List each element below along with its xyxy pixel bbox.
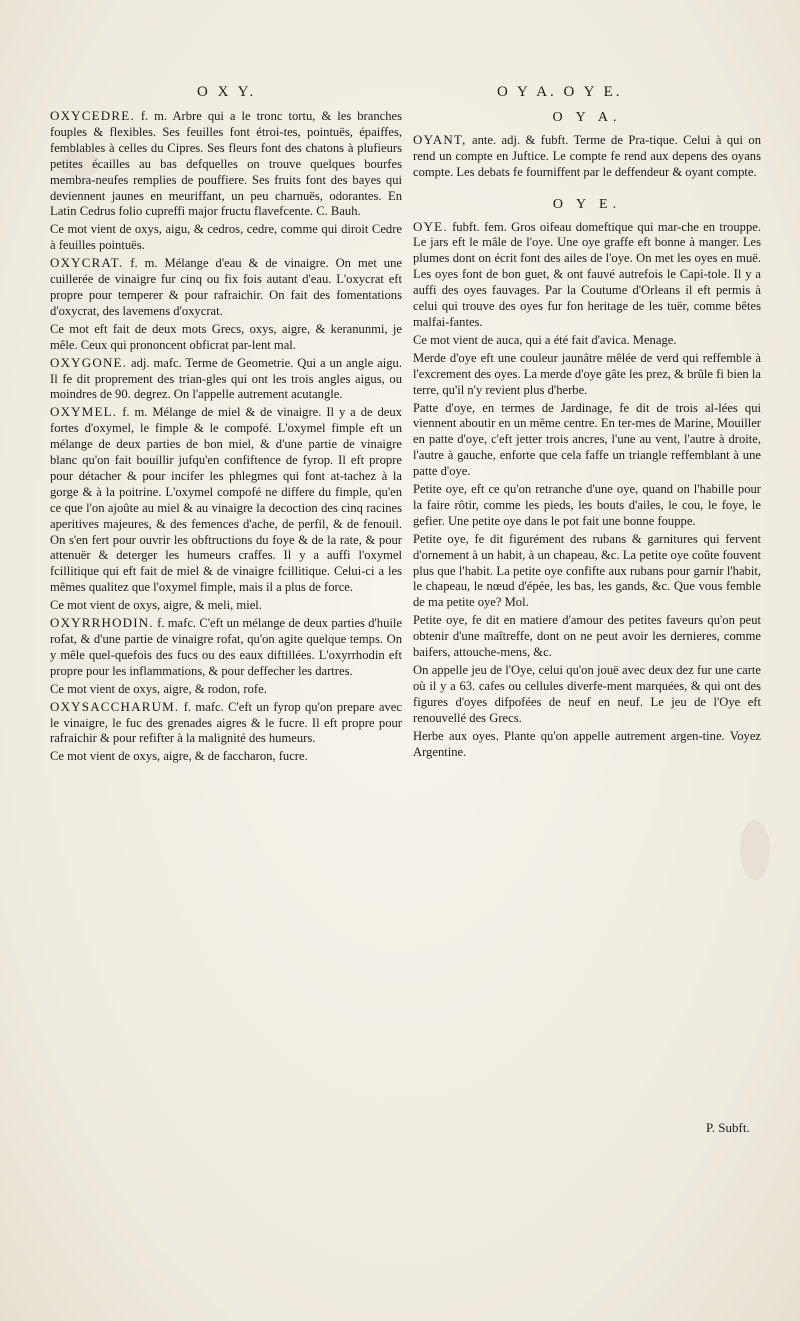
catchword: P. Subft. (706, 1120, 750, 1135)
headword: OXYMEL. (50, 404, 118, 420)
dictionary-entry (413, 219, 761, 331)
headword: OXYCEDRE. (50, 108, 135, 123)
dictionary-entry (50, 221, 402, 254)
entry-text: adj. mafc. Terme de Geometrie. Qui a un angle aigu. Il fe dit proprement des trian-gles qui ont les trois angles aigus, ou moindres de 90. degrez. On l'appelle autrement acutangle. (50, 355, 402, 402)
dictionary-entry (50, 355, 402, 404)
left-column (50, 108, 402, 766)
entry-text: f. mafc. C'eft un fyrop qu'on prepare avec le vinaigre, le fuc des grenades aigres & le fucre. Il eft propre pour rafraichir & pour refifter à la malignité des humeurs. (50, 699, 402, 746)
entry-text: f. mafc. C'eft un mélange de deux parties d'huile rofat, & d'une partie de vinaigre rofat, qu'on agite quelque temps. On y mêle quel-quefois des fucs ou des eaux diftillées. L'oxyrrhodin eft propre pour les inflammations, & pour deffecher les dartres. (50, 616, 402, 678)
entry-text: f. m. Arbre qui a le tronc tortu, & les branches fouples & flexibles. Ses feuilles font étroi-tes, pointuës, épaiffes, femblables à celles du Cipres. Ses fleurs font des chatons à plufieurs petites écailles au bas defquelles on trouve quelques bourfes membra-neufes remplies de pouffiere. Ses fruits font des bayes qui deviennent jaunes en meuriffant, un peu charnuës, odorantes. En Latin Cedrus folio cupreffi major fructu flavefcente. C. Bauh. (50, 109, 402, 219)
entry-text: ante. adj. & fubft. Terme de Pra-tique. Celui à qui on rend un compte en Juftice. Le compte fe rend aux depens des oyans compte. Les debats fe fourniffent par le deffendeur & oyant compte. (413, 132, 761, 179)
entry-text: Ce mot vient de oxys, aigre, & meli, miel. (50, 598, 262, 613)
dictionary-entry (50, 615, 402, 680)
dictionary-entry (50, 699, 402, 748)
headword: OXYRRHODIN. (50, 615, 154, 631)
paper-stain (740, 820, 770, 880)
right-column (413, 108, 761, 761)
headword: OYE. (413, 218, 448, 234)
entry-text: fubft. fem. Gros oifeau domeftique qui mar-che en trouppe. Le jars eft le mâle de l'oye. Une oye graffe eft bonne à manger. Les plumes dont on écrit font des ailes de l'oye. On met les oyes en muë. Les oyes font de bon guet, & ont fauvé autrefois le Capi-tole. Il y a auffi des oyes fauvages. Par la Coutume d'Orleans il eft permis à celui qui trouve des oyes fur fon heritage de les tuër, comme bêtes malfai-fantes. (413, 219, 761, 329)
dictionary-entry (50, 108, 402, 220)
dictionary-entry (413, 332, 761, 349)
entry-text: f. m. Mélange de miel & de vinaigre. Il y a de deux fortes d'oxymel, le fimple & le compofé. L'oxymel fimple eft un mélange de deux parties de bon miel, & d'une partie de vinaigre blanc qu'on fait bouillir jufqu'en confiftence de fyrop. Il eft propre pour détacher & pour incifer les phlegmes qui font at-tachez à la gorge & à la poitrine. L'oxymel compofé ne differe du fimple, qu'en ce que l'on ajoûte au miel & au vinaigre la decoction des cinq racines aperitives majeures, & des femences d'ache, de perfil, & de fenouil. On s'en fert pour ouvrir les obftructions du foye & de la rate, & pour attenuër & deterger les humeurs craffes. Il y a auffi l'oxymel fcillitique qui eft fait de miel & de vinaigre fcillitique. Celui-ci a les mêmes qualitez que l'oxymel fimple, mais il a plus de force. (50, 405, 402, 595)
headword: OYANT, (413, 131, 467, 147)
headword: OXYCRAT. (50, 255, 124, 271)
dictionary-entry (413, 531, 761, 612)
dictionary-entry (413, 612, 761, 661)
dictionary-entry (413, 662, 761, 727)
dictionary-entry (413, 400, 761, 481)
entry-text: Ce mot vient de oxys, aigu, & cedros, cedre, comme qui diroit Cedre à feuilles pointuës. (50, 222, 402, 253)
dictionary-entry (50, 321, 402, 354)
entry-text: Ce mot vient de oxys, aigre, & rodon, rofe. (50, 681, 267, 696)
dictionary-entry (50, 681, 402, 698)
entry-text: Petite oye, fe dit en matiere d'amour des petites faveurs qu'on peut obtenir d'une maîtreffe, dont on ne peut avoir les dernieres, comme baifers, attouche-mens, &c. (413, 613, 761, 660)
dictionary-entry (413, 132, 761, 181)
headword: OXYGONE. (50, 354, 128, 370)
entry-text: Ce mot eft fait de deux mots Grecs, oxys, aigre, & keranunmi, je mêle. Ceux qui prononcent obficrat par-lent mal. (50, 321, 402, 352)
dictionary-entry (50, 597, 402, 614)
entry-text: Ce mot vient de auca, qui a été fait d'avica. Menage. (413, 332, 677, 347)
dictionary-entry (413, 728, 761, 761)
running-head-right: O Y A. O Y E. (497, 84, 623, 100)
entry-text: Petite oye, eft ce qu'on retranche d'une oye, quand on l'habille pour la faire rôtir, comme les pieds, les bouts d'ailes, le cou, le foye, le gefier. Une petite oye dans le pot fait une bonne fouppe. (413, 482, 761, 528)
entry-text: Patte d'oye, en termes de Jardinage, fe dit de trois al-lées qui viennent aboutir en un même centre. En ter-mes de Marine, Mouiller en patte d'oye, c'eft jetter trois ancres, l'une au vent, l'autre à droite, l'autre à gauche, enforte que cela faffe un triangle reffemblant à une patte d'oye. (413, 400, 761, 479)
entry-text: Merde d'oye eft une couleur jaunâtre mêlée de verd qui reffemble à l'excrement des oyes. La merde d'oye gâte les prez, & brûle fi bien la terre, qu'il n'y revient plus d'herbe. (413, 350, 761, 397)
dictionary-entry (413, 350, 761, 399)
section-heading-oya: O Y A. (552, 110, 622, 125)
dictionary-entry (50, 748, 402, 765)
entry-text: On appelle jeu de l'Oye, celui qu'on jouë avec deux dez fur une carte où il y a 63. cafes ou cellules diverfe-ment marquées, & qui ont des figures d'oyes difpofées de neuf en neuf. Le jeu de l'Oye eft renouvellé des Grecs. (413, 663, 761, 725)
entry-text: Herbe aux oyes. Plante qu'on appelle autrement argen-tine. Voyez Argentine. (413, 728, 761, 759)
entry-text: f. m. Mélange d'eau & de vinaigre. On met une cuillerée de vinaigre fur cinq ou fix fois autant d'eau. L'oxycrat eft propre pour temperer & pour rafraichir. On fait des fomentations d'oxycrat, des lavemens d'oxycrat. (50, 256, 402, 318)
entry-text: Petite oye, fe dit figurément des rubans & garnitures qui fervent d'ornement à un habit, à un chapeau, &c. La petite oye coûte fouvent plus que l'habit. La petite oye confifte aux rubans pour garnir l'habit, le chapeau, le nœud d'épée, les bas, les gands, &c. Que vous femble de ma petite oye? Mol. (413, 531, 761, 610)
entry-text: Ce mot vient de oxys, aigre, & de faccharon, fucre. (50, 749, 308, 764)
dictionary-entry (413, 481, 761, 530)
headword: OXYSACCHARUM. (50, 698, 180, 714)
running-head-left: O X Y. (197, 84, 257, 100)
dictionary-entry (50, 255, 402, 320)
section-heading-oye: O Y E. (552, 196, 622, 212)
dictionary-entry (50, 404, 402, 596)
